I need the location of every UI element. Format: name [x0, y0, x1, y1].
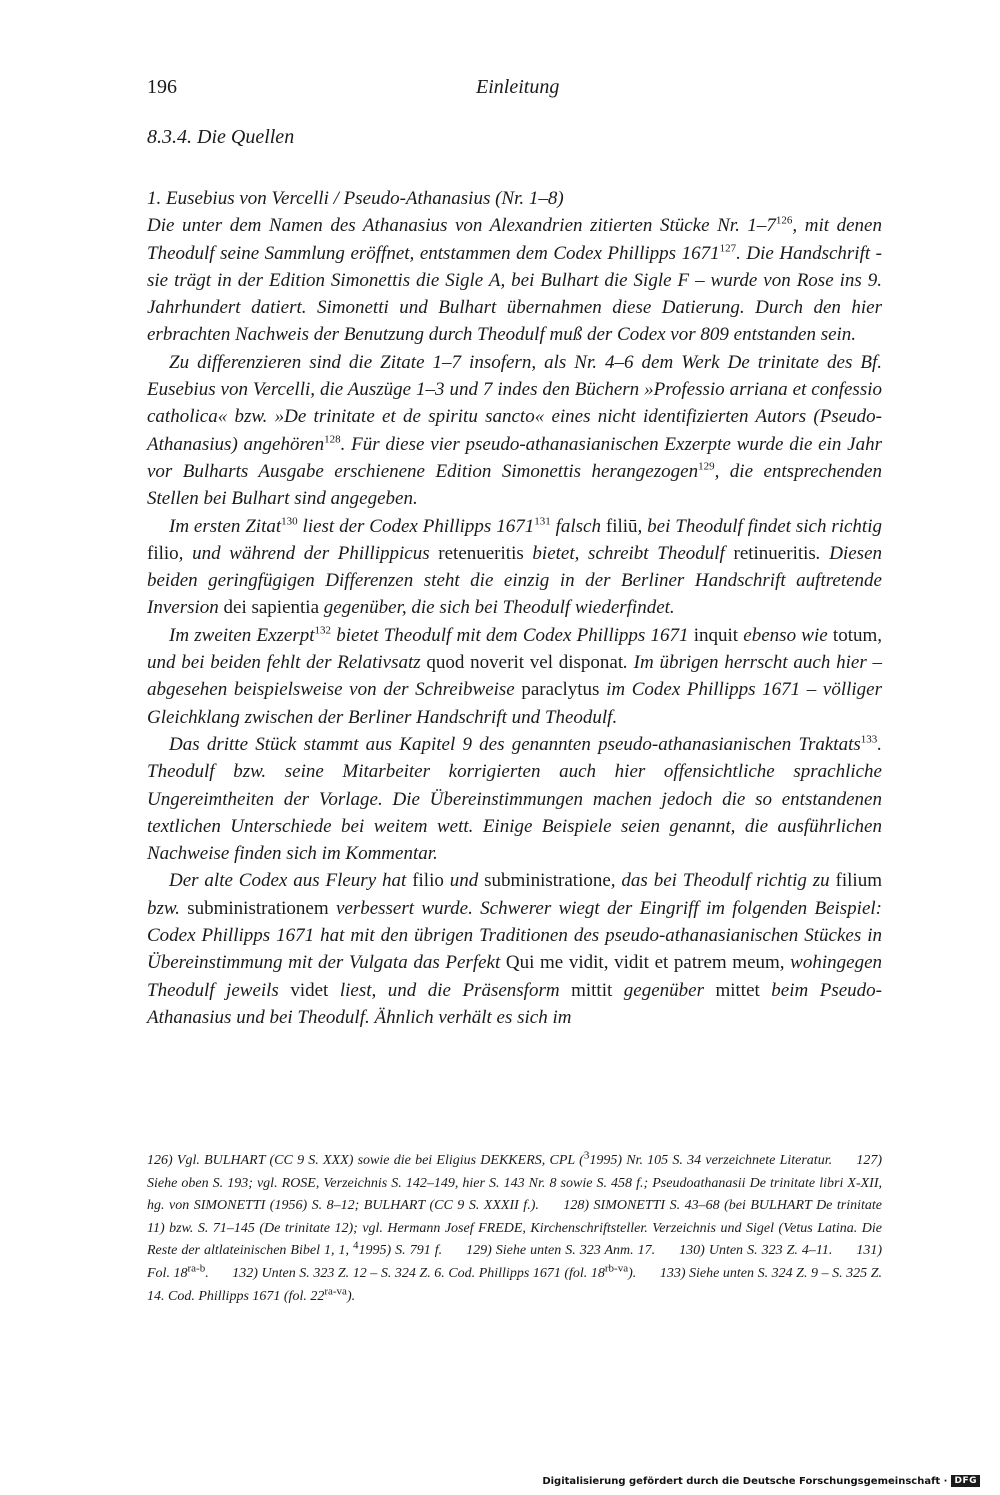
footer-text: Digitalisierung gefördert durch die Deutsche Forschungsgemeinschaft ·: [542, 1475, 948, 1487]
footnote-ref-131[interactable]: 131: [534, 515, 551, 528]
footnote-ref-129[interactable]: 129: [698, 460, 715, 473]
footnote-129: 129) Siehe unten S. 323 Anm. 17.: [466, 1243, 656, 1259]
text: , mit denen Theodulf seine Sammlung eröffnet, entstammen dem Codex Phillipps 1671: [147, 215, 882, 264]
footnote-126: [147, 1149, 833, 1168]
latin-term: subministrationem: [179, 897, 329, 919]
page-number: 196: [147, 76, 177, 98]
footnote-130: 130) Unten S. 323 Z. 4–11.: [679, 1243, 833, 1259]
text: verbessert wurde. Schwerer wiegt der Eingriff im folgenden Beispiel: Codex Phillipps 1671 hat mit den übrigen Traditionen des pseudo-athanasianischen Stückes in Übereinstimmung mit der Vulgata das Perfekt: [147, 897, 883, 974]
text: 132) Unten S. 323 Z. 12 – S. 324 Z. 6. Cod. Phillipps 1671 (fol. 18: [232, 1265, 605, 1281]
text: bietet Theodulf mit dem Codex Phillipps 1671: [331, 624, 689, 646]
text: , bei Theodulf findet sich richtig: [637, 515, 882, 537]
latin-term: subministratione: [478, 870, 611, 892]
latin-term: Qui me vidit, vidit et patrem meum: [500, 952, 780, 974]
latin-term: inquit: [688, 624, 739, 646]
folio-superscript: ra-b: [187, 1262, 206, 1275]
paragraph-4: [147, 622, 882, 731]
text: falsch: [550, 515, 601, 537]
text: Im zweiten Exzerpt: [169, 624, 315, 646]
folio-superscript: rb-va: [604, 1262, 629, 1275]
footnote-132: [232, 1262, 637, 1281]
latin-term: mittit: [559, 979, 613, 1001]
subheading: 1. Eusebius von Vercelli / Pseudo-Athanasius (Nr. 1–8): [147, 188, 564, 209]
paragraph-3: [147, 513, 882, 622]
text: , und bei beiden fehlt der Relativsatz: [147, 624, 883, 674]
footnote-ref-127[interactable]: 127: [719, 242, 737, 255]
text: liest der Codex Phillipps 1671: [297, 515, 535, 537]
main-text: [147, 185, 882, 1031]
text: .: [205, 1265, 209, 1281]
latin-term: filiū: [600, 515, 638, 537]
text: . Im übrigen herrscht auch hier – abgesehen beispielsweise von der Schreibweise: [147, 652, 882, 701]
footnote-127: 127) Siehe oben S. 193; vgl. ROSE, Verzeichnis S. 142–149, hier S. 143 Nr. 8 sowie S. 458 f.; Pseudoathanasii De trinitate libri X-XII, hg. von SIMONETTI (1956) S. 8–12; BULHART (CC 9 S. XXXII f.).: [147, 1153, 883, 1214]
latin-term: quod noverit vel disponat: [420, 652, 624, 674]
text: liest, und die Präsensform: [328, 979, 560, 1001]
running-title: Einleitung: [476, 76, 560, 98]
latin-term: paraclytus: [514, 679, 600, 701]
text: im Codex Phillipps 1671 – völliger Gleichklang zwischen der Berliner Handschrift und Theodulf.: [147, 679, 882, 728]
footnote-ref-128[interactable]: 128: [324, 433, 341, 446]
text: 126) Vgl. BULHART (CC 9 S. XXX) sowie die bei Eligius DEKKERS, CPL (: [147, 1153, 584, 1168]
text: bzw.: [147, 897, 180, 919]
latin-term: retinueritis: [724, 542, 816, 564]
paragraph-2: [147, 349, 882, 513]
text: . Diesen beiden geringfügigen Differenzen steht die einzig in der Berliner Handschrift auftretende Inversion: [147, 542, 883, 619]
footnote-ref-126[interactable]: 126: [775, 214, 793, 227]
text: und: [443, 870, 479, 892]
latin-term: mittet: [703, 979, 760, 1001]
text: ).: [628, 1265, 637, 1281]
dfg-footer: [542, 1475, 980, 1487]
text: 1995) Nr. 105 S. 34 verzeichnete Literatur.: [589, 1153, 833, 1168]
dfg-logo: DFG: [951, 1475, 980, 1487]
latin-term: videt: [278, 979, 329, 1001]
text: , und während der Phillippicus: [178, 542, 430, 564]
footnote-ref-130[interactable]: 130: [281, 515, 298, 528]
text: ebenso wie: [738, 624, 828, 646]
latin-term: filio: [147, 542, 179, 564]
text: , wohingegen Theodulf jeweils: [147, 952, 883, 1001]
text: 1995) S. 791 f.: [358, 1243, 443, 1259]
text: ).: [346, 1288, 356, 1304]
text: . Die Handschrift - sie trägt in der Edition Simonettis die Sigle A, bei Bulhart die Sigle F – wurde von Rose ins 9. Jahrhundert datiert. Simonetti und Bulhart übernahmen diese Datierung. Durch den hier erbrachten Nachweis der Benutzung durch Theodulf muß der Codex vor 809 entstanden sein.: [147, 242, 882, 346]
latin-term: filio: [406, 870, 444, 892]
text: 128) SIMONETTI S. 43–68 (bei BULHART De trinitate 11) bzw. S. 71–145 (De trinitate 12); vgl. Hermann Josef FREDE, Kirchenschriftsteller. Verzeichnis und Sigel (Vetus Latina. Die Reste der altlateinischen Bibel 1, 1,: [147, 1198, 883, 1259]
text: beim Pseudo-Athanasius und bei Theodulf. Ähnlich verhält es sich im: [147, 979, 882, 1028]
section-title: 8.3.4. Die Quellen: [147, 126, 295, 148]
latin-term: retenueritis: [429, 542, 524, 564]
footnotes: [147, 1150, 882, 1308]
text: Das dritte Stück stammt aus Kapitel 9 des genannten pseudo-athanasianischen Traktats: [169, 733, 861, 755]
text: Zu differenzieren sind die Zitate 1–7 insofern, als Nr. 4–6 dem Werk De trinitate des Bf. Eusebius von Vercelli, die Auszüge 1–3 und 7 indes den Büchern »Professio arriana et confessio catholica« bzw. »De trinitate et de spiritu sancto« eines nicht identifizierten Autors (Pseudo-Athanasius) angehören: [147, 351, 882, 455]
text: Die unter dem Namen des Athanasius von Alexandrien zitierten Stücke Nr. 1–7: [147, 215, 776, 237]
paragraph-1: [147, 212, 882, 348]
text: 133) Siehe unten S. 324 Z. 9 – S. 325 Z. 14. Cod. Phillipps 1671 (fol. 22: [147, 1265, 883, 1304]
paragraph-6: [147, 867, 882, 1031]
footnote-ref-132[interactable]: 132: [314, 624, 332, 637]
folio-superscript: ra-va: [324, 1284, 347, 1297]
text: Der alte Codex aus Fleury hat: [169, 870, 407, 892]
text: . Für diese vier pseudo-athanasianischen Exzerpte wurde die ein Jahr vor Bulharts Ausgabe erschienene Edition Simonettis herangezogen: [147, 433, 882, 482]
edition-superscript: 4: [353, 1239, 359, 1252]
text: gegenüber, die sich bei Theodulf wiederfindet.: [319, 597, 675, 619]
text: . Theodulf bzw. seine Mitarbeiter korrigierten auch hier offensichtliche sprachliche Ungereimtheiten der Vorlage. Die Übereinstimmungen machen jedoch die so entstandenen textlichen Unterschiede bei weitem wett. Einige Beispiele seien genannt, die ausführlichen Nachweise finden sich im Kommentar.: [147, 733, 882, 865]
latin-term: filium: [829, 870, 882, 892]
text: gegenüber: [612, 979, 704, 1001]
latin-term: dei sapientia: [218, 597, 320, 619]
footnote-ref-133[interactable]: 133: [860, 733, 878, 746]
text: , die entsprechenden Stellen bei Bulhart sind angegeben.: [147, 460, 882, 510]
text: , das bei Theodulf richtig zu: [610, 870, 830, 892]
text: bietet, schreibt Theodulf: [523, 542, 725, 564]
paragraph-5: [147, 731, 882, 867]
text: 131) Fol. 18: [147, 1243, 883, 1281]
latin-term: totum: [827, 624, 878, 646]
text: Im ersten Zitat: [169, 515, 282, 537]
edition-superscript: 3: [583, 1149, 590, 1162]
